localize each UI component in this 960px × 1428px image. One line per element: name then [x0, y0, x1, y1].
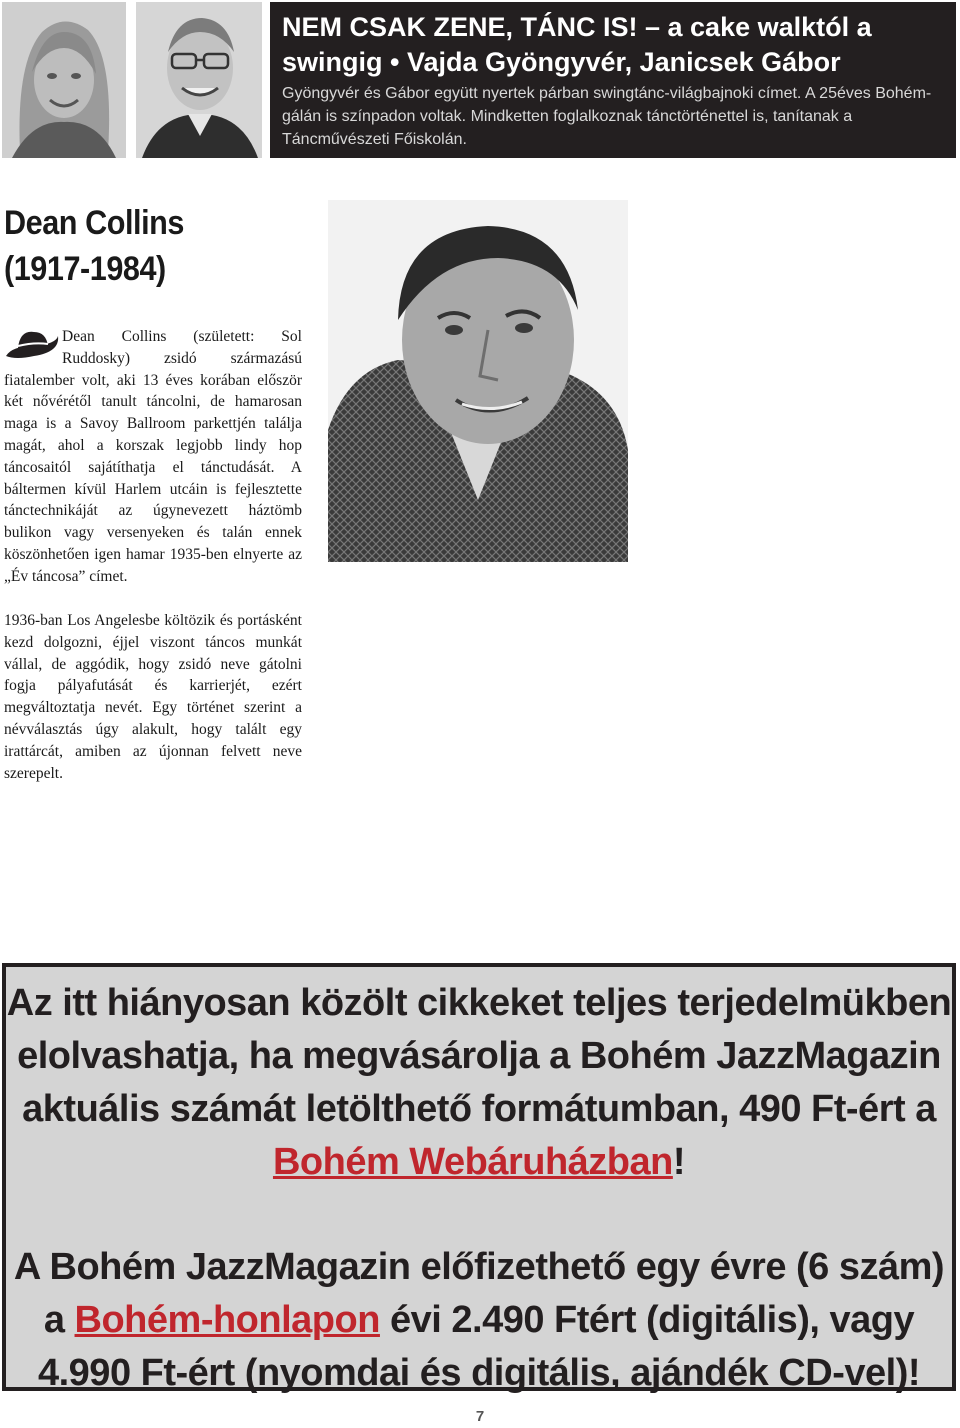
portrait-vajda-gyongyver [2, 2, 126, 158]
homepage-link[interactable]: Bohém-honlapon [74, 1299, 380, 1341]
dean-collins-photo [328, 200, 628, 562]
article-paragraph-1-text: Dean Collins (született: Sol Ruddosky) zsidó származású fiatalember volt, aki 13 éves korában először két nővérétől tanult táncolni, de hamarosan maga is a Savoy Ballroom parkettjén találja magát, ahol a korszak legjobb lindy hop táncosaitól sajátíthatja el tánctudását. A báltermen kívül Harlem utcáin is fejlesztette tánctechnikáját az úgynevezett háztömb bulikon vagy versenyeken és talán ennek köszönhetően igen hamar 1935-ben elnyerte az „Év táncosa” címet. [4, 328, 302, 585]
dean-collins-portrait-image [328, 200, 628, 562]
portrait-man-image [136, 2, 262, 158]
article-title-name: Dean Collins [4, 204, 184, 242]
article-title [4, 200, 184, 292]
promo-subscription-text-end: évi 2.490 Ftért (digitális), vagy 4.990 Ft-ért (nyomdai és digitális, ajándék CD-vel)! [37, 1299, 921, 1394]
portrait-janicsek-gabor [136, 2, 262, 158]
promo-purchase-text-end: ! [672, 1141, 686, 1183]
promo-purchase-text [6, 967, 952, 1189]
article-paragraph-1 [4, 326, 302, 588]
promo-purchase-text-body: Az itt hiányosan közölt cikkeket teljes terjedelmükben elolvashatja, ha megvásárolja a Bohém JazzMagazin aktuális számát letölthető formátumban, 490 Ft-ért a [6, 982, 952, 1130]
portrait-woman-image [2, 2, 126, 158]
article-title-years: (1917-1984) [4, 250, 166, 288]
promo-subscription-text [6, 1189, 952, 1400]
event-title: NEM CSAK ZENE, TÁNC IS! – a cake walktól a swingig • Vajda Gyöngyvér, Janicsek Gábor [282, 12, 872, 77]
event-description: Gyöngyvér és Gábor együtt nyertek párban swingtánc-világbajnoki címet. A 25éves Bohém-gálán is színpadon voltak. Mindketten foglalkoznak tánctörténettel is, tanítanak a Táncművészeti Főiskolán. [282, 85, 932, 148]
subscription-promo-box [2, 963, 956, 1394]
article-paragraph-2: 1936-ban Los Angelesbe költözik és portásként kezd dolgozni, éjjel viszont táncos munkát vállal, de aggódik, hogy zsidó neve gátolni fogja pályafutását és karrierjét, ezért megváltoztatja nevét. Egy történet szerint a névválasztás úgy alakult, hogy talált egy irattárcát, amiben az újonnan felvett neve szerepelt. [4, 612, 302, 782]
webshop-link[interactable]: Bohém Webáruházban [272, 1141, 673, 1183]
promo-subscription-text-body: A Bohém JazzMagazin előfizethető egy évre (6 szám) a [13, 1246, 945, 1341]
event-info-box [270, 2, 956, 158]
page-number: 7 [475, 1408, 485, 1425]
